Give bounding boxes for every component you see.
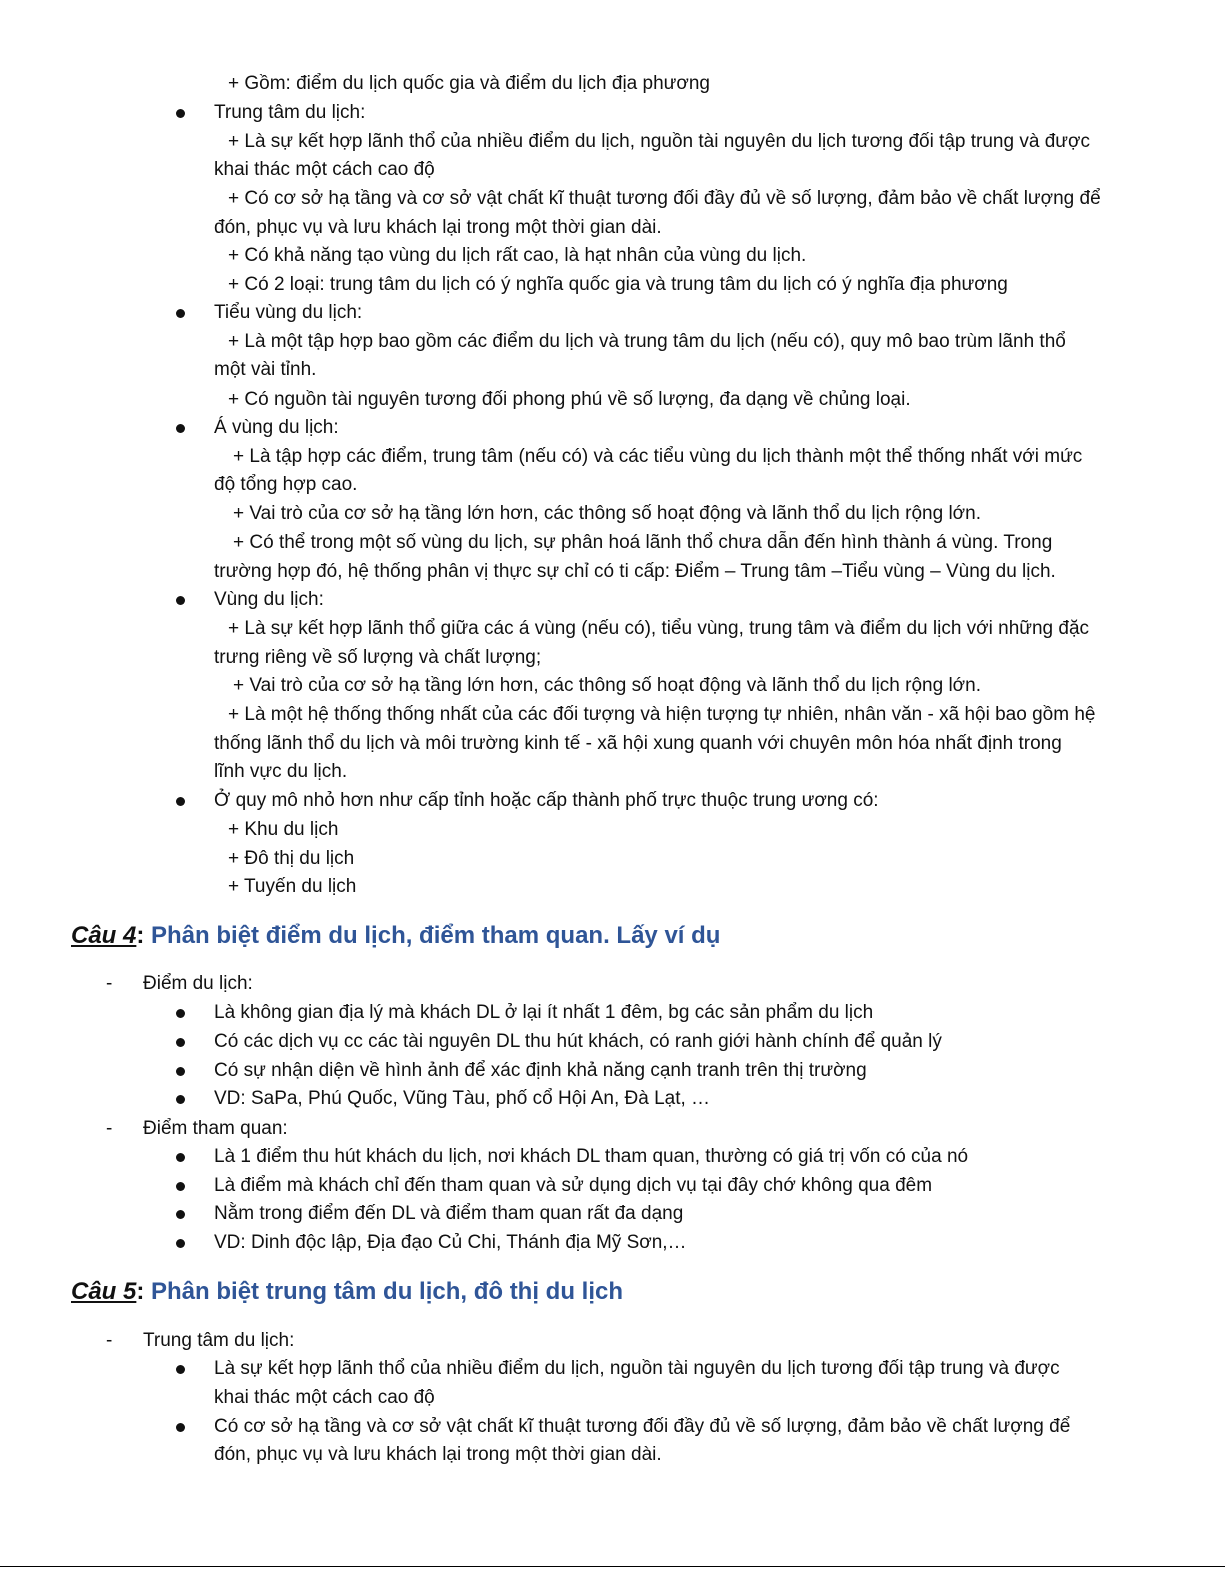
text-line: một vài tỉnh. [214,359,317,380]
question-4-heading [71,921,720,951]
list-item: Tiểu vùng du lịch: [214,302,363,323]
question-5-heading [71,1277,623,1307]
dash-marker: - [106,1330,113,1351]
bullet-icon [176,1239,185,1248]
list-item: Điểm du lịch: [143,973,253,994]
list-item: Ở quy mô nhỏ hơn như cấp tỉnh hoặc cấp thành phố trực thuộc trung ương có: [214,790,879,811]
list-item: Là không gian địa lý mà khách DL ở lại ít nhất 1 đêm, bg các sản phẩm du lịch [214,1002,874,1023]
bullet-icon [176,797,185,806]
text-line: + Là một tập hợp bao gồm các điểm du lịch và trung tâm du lịch (nếu có), quy mô bao trùm lãnh thổ [228,331,1066,352]
text-line: + Gồm: điểm du lịch quốc gia và điểm du lịch địa phương [228,73,710,94]
text-line: trường hợp đó, hệ thống phân vị thực sự chỉ có ti cấp: Điểm – Trung tâm –Tiểu vùng – Vùng du lịch. [214,561,1056,582]
list-item: Trung tâm du lịch: [143,1330,295,1351]
list-item: Điểm tham quan: [143,1118,288,1139]
text-line: + Đô thị du lịch [228,848,355,869]
bullet-icon [176,1153,185,1162]
text-line: + Vai trò của cơ sở hạ tầng lớn hơn, các thông số hoạt động và lãnh thổ du lịch rộng lớn. [233,675,981,696]
list-item: Vùng du lịch: [214,589,324,610]
text-line: + Có nguồn tài nguyên tương đối phong phú về số lượng, đa dạng về chủng loại. [228,389,911,410]
text-line: + Là một hệ thống thống nhất của các đối tượng và hiện tượng tự nhiên, nhân văn - xã hội bao gồm hệ [228,704,1096,725]
text-line: + Khu du lịch [228,819,339,840]
text-line: độ tổng hợp cao. [214,474,358,495]
bullet-icon [176,1038,185,1047]
text-line: + Có cơ sở hạ tầng và cơ sở vật chất kĩ thuật tương đối đầy đủ về số lượng, đảm bảo về chất lượng để [228,188,1101,209]
text-line: + Có thể trong một số vùng du lịch, sự phân hoá lãnh thổ chưa dẫn đến hình thành á vùng. Trong [233,532,1053,553]
page-bottom-rule [0,1566,1225,1567]
text-line: + Là tập hợp các điểm, trung tâm (nếu có) và các tiểu vùng du lịch thành một thể thống nhất với mức [233,446,1083,467]
text-line: đón, phục vụ và lưu khách lại trong một thời gian dài. [214,1444,662,1465]
bullet-icon [176,109,185,118]
list-item: VD: SaPa, Phú Quốc, Vũng Tàu, phố cổ Hội An, Đà Lạt, … [214,1088,711,1109]
list-item: Có sự nhận diện về hình ảnh để xác định khả năng cạnh tranh trên thị trường [214,1060,867,1081]
text-line: + Là sự kết hợp lãnh thổ giữa các á vùng (nếu có), tiểu vùng, trung tâm và điểm du lịch với những đặc [228,618,1090,639]
dash-marker: - [106,973,113,994]
text-line: khai thác một cách cao độ [214,1387,435,1408]
list-item: Có các dịch vụ cc các tài nguyên DL thu hút khách, có ranh giới hành chính để quản lý [214,1031,942,1052]
list-item: Là sự kết hợp lãnh thổ của nhiều điểm du lịch, nguồn tài nguyên du lịch tương đối tập trung và được [214,1358,1060,1379]
list-item: Trung tâm du lịch: [214,102,366,123]
bullet-icon [176,1182,185,1191]
question-4-label: Câu 4 [71,922,137,949]
question-5-title: Phân biệt trung tâm du lịch, đô thị du lịch [144,1278,624,1305]
dash-marker: - [106,1118,113,1139]
list-item: VD: Dinh độc lập, Địa đạo Củ Chi, Thánh địa Mỹ Sơn,… [214,1232,687,1253]
bullet-icon [176,1067,185,1076]
bullet-icon [176,424,185,433]
text-line: + Có khả năng tạo vùng du lịch rất cao, là hạt nhân của vùng du lịch. [228,245,807,266]
text-line: + Vai trò của cơ sở hạ tầng lớn hơn, các thông số hoạt động và lãnh thổ du lịch rộng lớn. [233,503,981,524]
list-item: Có cơ sở hạ tầng và cơ sở vật chất kĩ thuật tương đối đầy đủ về số lượng, đảm bảo về chất lượng để [214,1416,1071,1437]
heading-colon: : [136,922,145,949]
question-5-label: Câu 5 [71,1278,137,1305]
text-line: + Tuyến du lịch [228,876,357,897]
text-line: khai thác một cách cao độ [214,159,435,180]
question-4-title: Phân biệt điểm du lịch, điểm tham quan. Lấy ví dụ [144,922,721,949]
list-item: Nằm trong điểm đến DL và điểm tham quan rất đa dạng [214,1203,684,1224]
text-line: đón, phục vụ và lưu khách lại trong một thời gian dài. [214,217,662,238]
bullet-icon [176,1365,185,1374]
heading-colon: : [136,1278,145,1305]
text-line: lĩnh vực du lịch. [214,761,348,782]
bullet-icon [176,1095,185,1104]
list-item: Là điểm mà khách chỉ đến tham quan và sử dụng dịch vụ tại đây chớ không qua đêm [214,1175,933,1196]
text-line: + Là sự kết hợp lãnh thổ của nhiều điểm du lịch, nguồn tài nguyên du lịch tương đối tập trung và được [228,131,1090,152]
list-item: Á vùng du lịch: [214,417,339,438]
text-line: + Có 2 loại: trung tâm du lịch có ý nghĩa quốc gia và trung tâm du lịch có ý nghĩa địa phương [228,274,1008,295]
text-line: trưng riêng về số lượng và chất lượng; [214,647,542,668]
list-item: Là 1 điểm thu hút khách du lịch, nơi khách DL tham quan, thường có giá trị vốn có của nó [214,1146,969,1167]
bullet-icon [176,1210,185,1219]
bullet-icon [176,309,185,318]
text-line: thống lãnh thổ du lịch và môi trường kinh tế - xã hội xung quanh với chuyên môn hóa nhất định trong [214,733,1062,754]
bullet-icon [176,1423,185,1432]
bullet-icon [176,1009,185,1018]
bullet-icon [176,596,185,605]
